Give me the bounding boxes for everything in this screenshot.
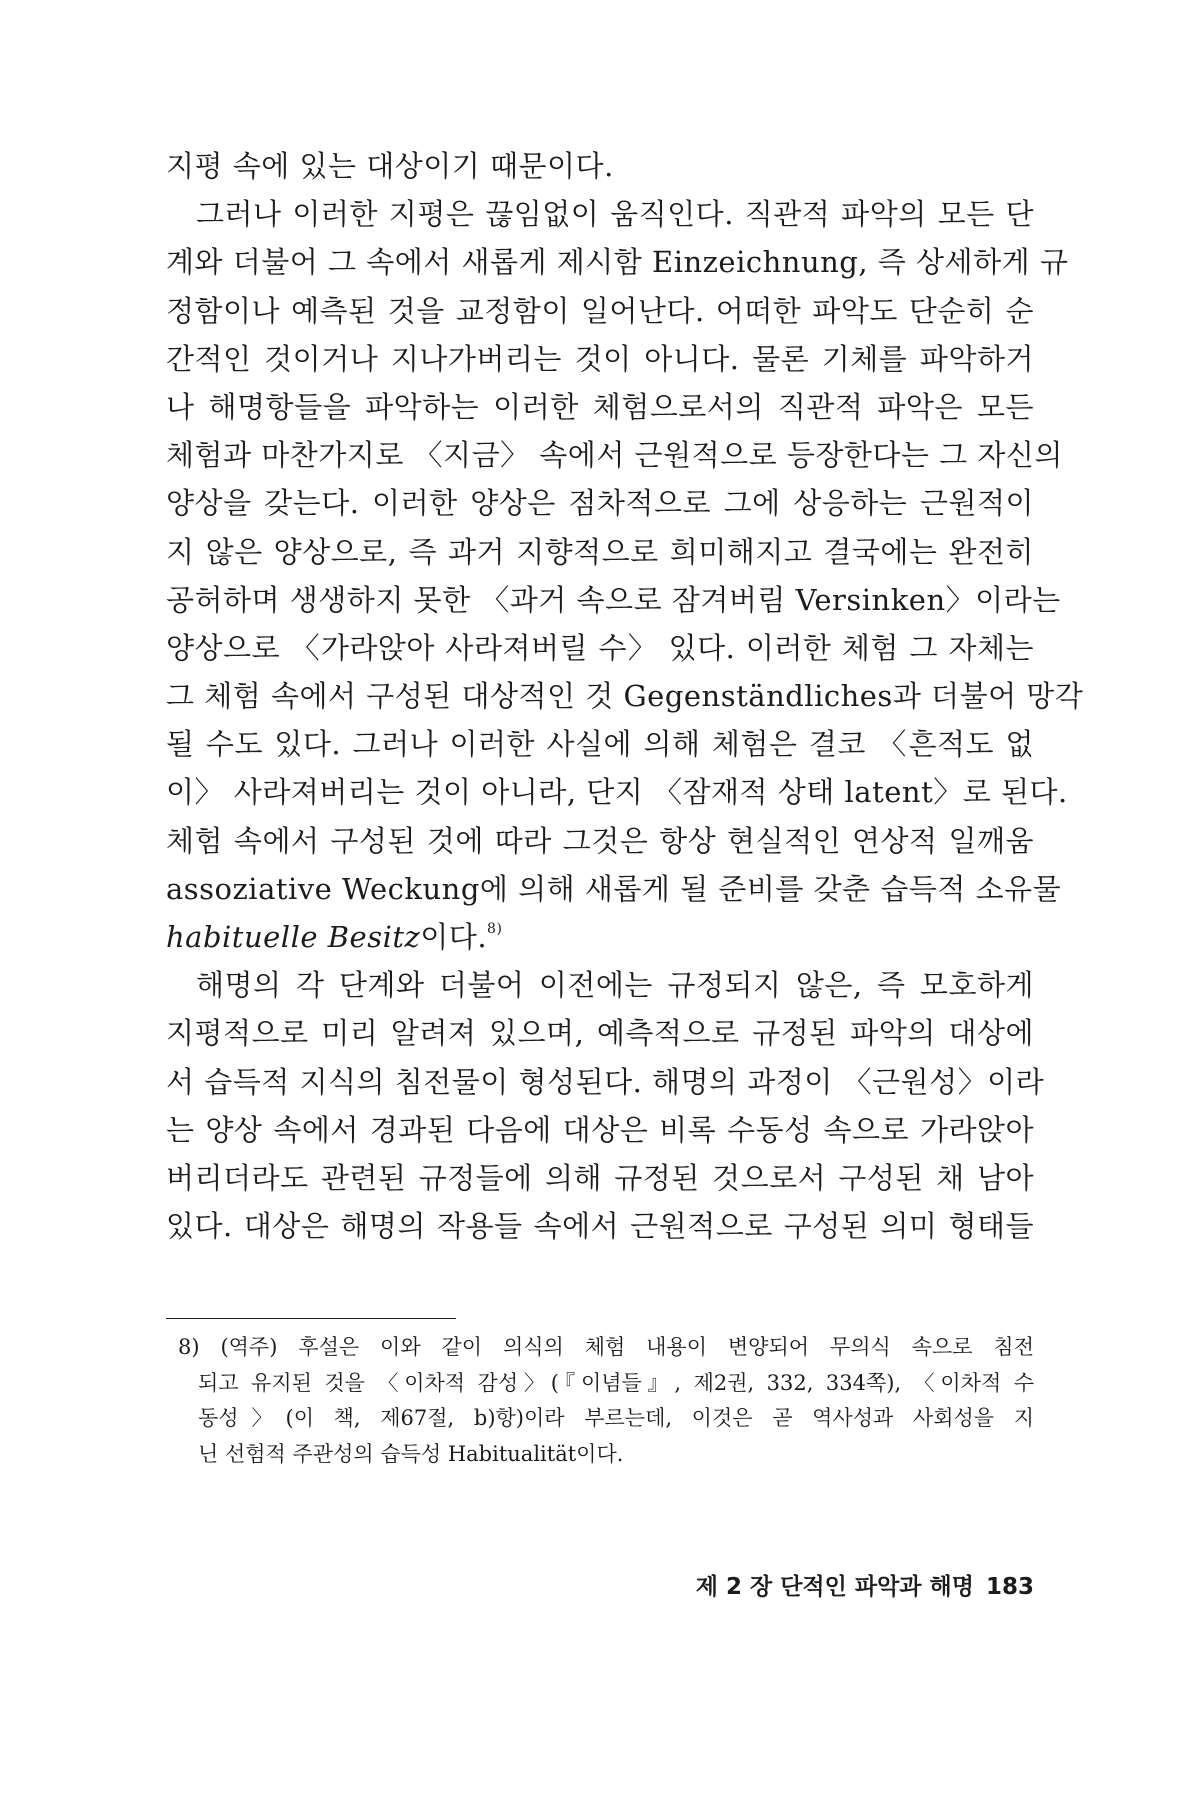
text-line: 서 습득적 지식의 침전물이 형성된다. 해명의 과정이 〈근원성〉이라 bbox=[166, 1064, 1045, 1099]
text-line: 정함이나 예측된 것을 교정함이 일어난다. 어떠한 파악도 단순히 순 bbox=[166, 293, 1034, 328]
text-line: 체험과 마찬가지로 〈지금〉 속에서 근원적으로 등장한다는 그 자신의 bbox=[166, 438, 1063, 473]
text-line: 버리더라도 관련된 규정들에 의해 규정된 것으로서 구성된 채 남아 bbox=[166, 1160, 1034, 1195]
footnote-line: 닌 선험적 주관성의 습득성 Habitualität이다. bbox=[198, 1441, 624, 1466]
text-line: 이〉 사라져버리는 것이 아니라, 단지 〈잠재적 상태 latent〉로 된다. bbox=[166, 775, 1068, 810]
chapter-title: 제 2 장 단적인 파악과 해명 bbox=[695, 1574, 974, 1600]
text-line: 양상을 갖는다. 이러한 양상은 점차적으로 그에 상응하는 근원적이 bbox=[166, 486, 1034, 521]
footnote-line: 8) (역주) 후설은 이와 같이 의식의 체험 내용이 변양되어 무의식 속으로 침전 bbox=[178, 1335, 1034, 1359]
italic-term-line bbox=[166, 913, 1034, 961]
text-line: 계와 더불어 그 속에서 새롭게 제시함 Einzeichnung, 즉 상세하게 규 bbox=[166, 245, 1069, 280]
text-line: 해명의 각 단계와 더불어 이전에는 규정되지 않은, 즉 모호하게 bbox=[196, 968, 1034, 1003]
main-text bbox=[166, 142, 1084, 1250]
text-line: 지평 속에 있는 대상이기 때문이다. bbox=[166, 149, 614, 183]
text-line: 그 체험 속에서 구성된 대상적인 것 Gegenständliches과 더불어 망각 bbox=[166, 679, 1084, 714]
text-line: 공허하며 생생하지 못한 〈과거 속으로 잠겨버림 Versinken〉이라는 bbox=[166, 582, 1061, 617]
text-line: 있다. 대상은 해명의 작용들 속에서 근원적으로 구성된 의미 형태들 bbox=[166, 1209, 1034, 1244]
page-number: 183 bbox=[985, 1574, 1034, 1600]
text-line: 그러나 이러한 지평은 끊임없이 움직인다. 직관적 파악의 모든 단 bbox=[196, 197, 1034, 232]
italic-line-suffix: 이다. bbox=[420, 920, 488, 954]
footnote-marker[interactable]: 8) bbox=[487, 921, 503, 937]
italic-term: habituelle Besitz bbox=[166, 920, 421, 954]
text-line: 체험 속에서 구성된 것에 따라 그것은 항상 현실적인 연상적 일깨움 bbox=[166, 823, 1034, 858]
footnote-line: 되고 유지된 것을 〈이차적 감성〉(『이념들』, 제2권, 332, 334쪽), 〈이차적 수 bbox=[198, 1370, 1034, 1395]
footnote bbox=[178, 1330, 1034, 1472]
text-line: 지 않은 양상으로, 즉 과거 지향적으로 희미해지고 결국에는 완전히 bbox=[166, 534, 1034, 569]
footnote-divider bbox=[166, 1318, 456, 1319]
running-footer bbox=[696, 1568, 1034, 1601]
text-line: 간적인 것이거나 지나가버리는 것이 아니다. 물론 기체를 파악하거 bbox=[166, 341, 1034, 376]
text-line: 나 해명항들을 파악하는 이러한 체험으로서의 직관적 파악은 모든 bbox=[166, 389, 1034, 424]
footnote-line: 동성〉(이 책, 제67절, b)항)이라 부르는데, 이것은 곧 역사성과 사회성을 지 bbox=[198, 1406, 1034, 1430]
text-line: 양상으로 〈가라앉아 사라져버릴 수〉 있다. 이러한 체험 그 자체는 bbox=[166, 630, 1034, 665]
text-line: assoziative Weckung에 의해 새롭게 될 준비를 갖춘 습득적 소유물 bbox=[166, 871, 1062, 906]
text-line: 는 양상 속에서 경과된 다음에 대상은 비록 수동성 속으로 가라앉아 bbox=[166, 1112, 1034, 1147]
text-line: 지평적으로 미리 알려져 있으며, 예측적으로 규정된 파악의 대상에 bbox=[166, 1016, 1034, 1051]
text-line: 될 수도 있다. 그러나 이러한 사실에 의해 체험은 결코 〈흔적도 없 bbox=[166, 727, 1034, 762]
